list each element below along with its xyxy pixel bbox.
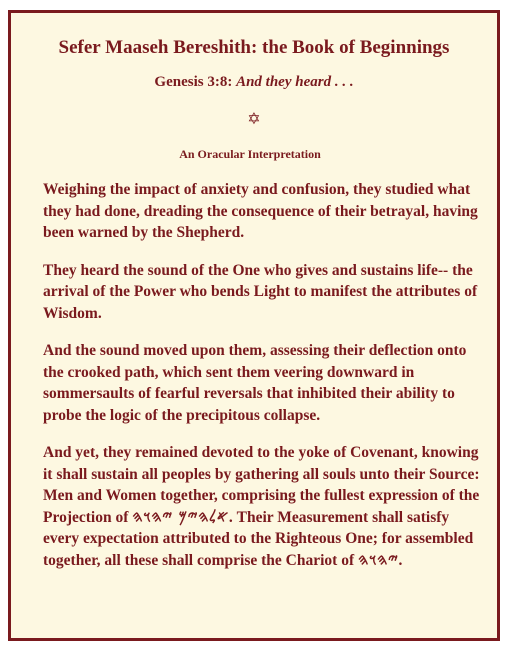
paragraph-1: Weighing the impact of anxiety and confusion, they studied what they had done, dreading the consequence of their betrayal, having been warned by the Shepherd. xyxy=(43,181,478,241)
star-of-david-icon: ✡ xyxy=(247,109,261,128)
paragraph-4-text-middle: . Their Measurement shall satisfy every expectation attributed to the Righteous One; for assembled together, all these shall comprise the Chariot of xyxy=(43,508,474,569)
paragraph-3: And the sound moved upon them, assessing their deflection onto the crooked path, which sent them veering downward in sommersaults of fearful reversals that inhibited their ability to probe the logic of the precipitous collapse. xyxy=(43,342,467,424)
verse-reference: Genesis 3:8: xyxy=(154,74,233,90)
document-frame xyxy=(8,10,500,641)
paragraph-4 xyxy=(43,442,483,571)
paleo-hebrew-phrase: 𐤀𐤋𐤄𐤉𐤌 𐤉𐤄𐤅𐤄 xyxy=(132,507,229,526)
paragraph-2: They heard the sound of the One who gives and sustains life-- the arrival of the Power who bends Light to manifest the attributes of Wisdom. xyxy=(43,261,478,322)
paragraph-4-text-before: And yet, they remained devoted to the yoke of Covenant, knowing it shall sustain all peoples by gathering all souls unto their Source: Men and Women together, comprising the fullest expression of the Projection of xyxy=(43,444,480,526)
page-title: Sefer Maaseh Bereshith: the Book of Beginnings xyxy=(58,37,450,58)
subtitle: An Oracular Interpretation xyxy=(179,147,321,161)
paragraph-4-text-after: . xyxy=(398,551,403,569)
verse-quote: And they heard . . . xyxy=(236,74,354,90)
verse-line xyxy=(11,74,497,91)
paleo-hebrew-word: 𐤉𐤄𐤅𐤄 xyxy=(357,550,399,569)
body-text xyxy=(43,179,483,587)
